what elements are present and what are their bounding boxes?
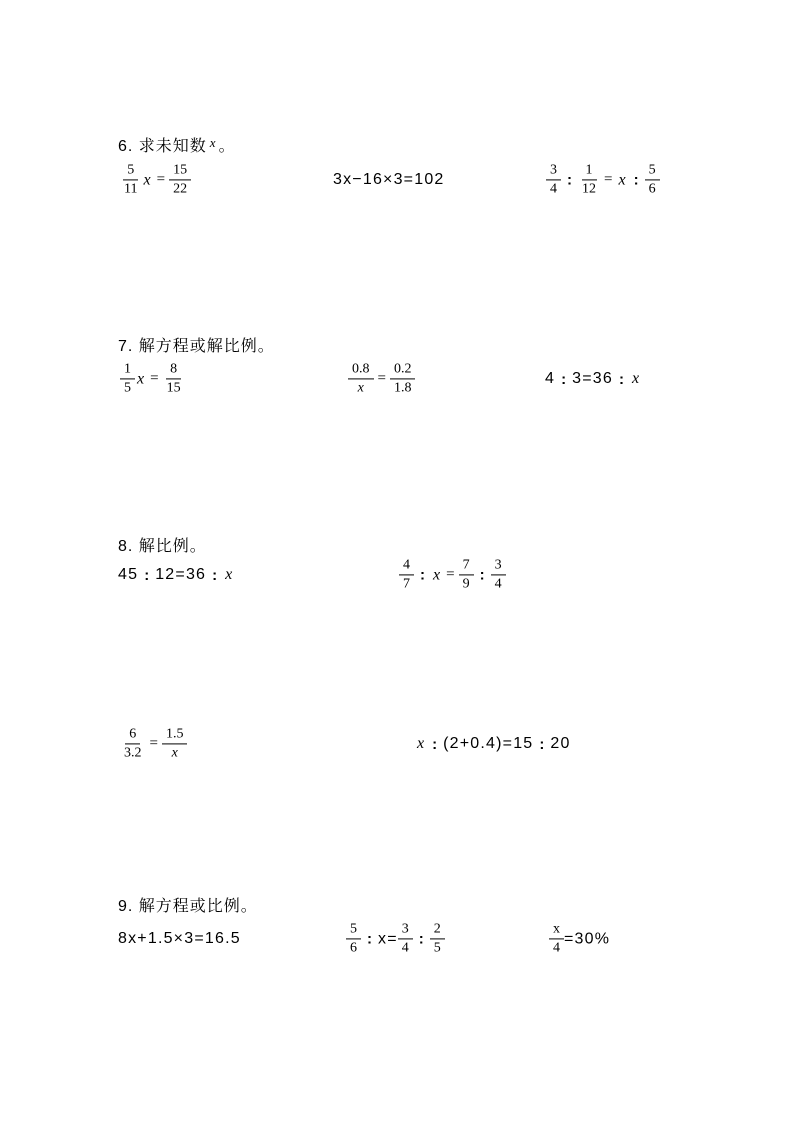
q6-eq3 <box>546 162 660 197</box>
fraction <box>398 921 413 956</box>
fraction-denominator: 9 <box>462 576 470 592</box>
q6-title <box>118 133 236 156</box>
text-run: = <box>446 566 455 583</box>
fraction-denominator: 7 <box>403 576 410 592</box>
q9-eq3 <box>549 921 610 956</box>
text-run: 4 <box>545 370 556 387</box>
fraction <box>120 361 135 396</box>
fraction-numerator: 4 <box>399 557 414 575</box>
fraction-denominator: 22 <box>173 181 188 197</box>
q7-eq1 <box>120 361 185 396</box>
fraction-denominator: 4 <box>550 181 557 197</box>
text-run: 20 <box>550 735 571 752</box>
fraction <box>346 921 361 956</box>
text-run: 6. 求未知数 <box>118 138 207 155</box>
q7-eq2 <box>348 361 415 396</box>
fraction-denominator: 11 <box>124 181 138 197</box>
text-run: : <box>539 735 545 753</box>
q8-eq1 <box>118 566 234 584</box>
fraction <box>399 557 414 592</box>
fraction-denominator: x <box>357 380 364 396</box>
text-run: : <box>479 566 485 584</box>
text-run: =30% <box>564 930 611 947</box>
fraction-numerator: 5 <box>123 162 138 180</box>
fraction <box>348 361 374 396</box>
fraction-numerator: 5 <box>346 921 361 939</box>
text-run: x <box>417 735 425 752</box>
text-run: (2+0.4) <box>443 735 503 752</box>
text-run: : <box>561 370 567 388</box>
text-run: x <box>143 171 151 188</box>
fraction-numerator: 2 <box>430 921 445 939</box>
fraction-numerator: 15 <box>169 162 191 180</box>
fraction-numerator: 1 <box>120 361 135 379</box>
q9-eq2 <box>346 921 445 956</box>
fraction-denominator: 1.8 <box>393 380 412 396</box>
fraction <box>546 162 561 197</box>
fraction <box>430 921 445 956</box>
text-run: 3=36 <box>572 370 613 387</box>
text-run: 9. 解方程或比例。 <box>118 898 258 915</box>
fraction-denominator: 12 <box>582 181 596 197</box>
fraction <box>120 726 146 761</box>
text-run: : <box>633 171 639 189</box>
fraction <box>459 557 474 592</box>
text-run: 45 <box>118 566 139 583</box>
fraction-denominator: 6 <box>648 181 656 197</box>
fraction <box>169 162 191 197</box>
q8-eq2 <box>399 557 506 592</box>
q8-title <box>118 533 207 556</box>
fraction <box>390 361 416 396</box>
text-run: : <box>567 171 572 189</box>
text-run: : <box>144 566 150 584</box>
text-run: x= <box>378 930 398 947</box>
q8-eq3 <box>120 726 187 761</box>
fraction <box>163 361 185 396</box>
fraction-denominator: 4 <box>494 576 502 592</box>
fraction-numerator: 0.2 <box>390 361 416 379</box>
text-run: 3x−16×3=102 <box>333 171 445 188</box>
fraction-denominator: 4 <box>401 940 409 956</box>
text-run: = <box>604 171 613 188</box>
fraction-numerator: 6 <box>125 726 140 744</box>
q8-eq4 <box>415 735 571 753</box>
q7-title <box>118 333 275 356</box>
text-run: 8. 解比例。 <box>118 538 207 555</box>
fraction-numerator: 1.5 <box>162 726 188 744</box>
fraction-denominator: 5 <box>433 940 441 956</box>
q7-eq3 <box>545 370 641 388</box>
text-run: x <box>631 370 640 387</box>
fraction-denominator: 15 <box>166 380 181 396</box>
text-run: x <box>433 566 441 583</box>
fraction <box>549 921 564 956</box>
fraction-denominator: 6 <box>350 940 357 956</box>
fraction <box>162 726 188 761</box>
fraction-denominator: x <box>171 745 178 761</box>
text-run: 。 <box>218 138 236 155</box>
text-run: : <box>420 566 425 584</box>
text-run: x <box>225 566 233 583</box>
text-run: 7. 解方程或解比例。 <box>118 338 275 355</box>
q6-eq1 <box>120 162 191 197</box>
fraction-denominator: 5 <box>124 380 131 396</box>
text-run: 12=36 <box>155 566 207 583</box>
fraction <box>645 162 660 197</box>
fraction <box>491 557 506 592</box>
text-run: = <box>150 370 159 387</box>
text-run: : <box>432 735 438 753</box>
text-run: x <box>618 171 626 188</box>
text-run: x <box>137 370 145 387</box>
fraction-numerator: x <box>549 921 564 939</box>
fraction-numerator: 5 <box>645 162 660 180</box>
text-run: x <box>209 134 216 150</box>
fraction-numerator: 7 <box>459 557 474 575</box>
text-run: : <box>618 370 624 388</box>
q6-eq2 <box>333 171 445 189</box>
fraction-numerator: 3 <box>491 557 506 575</box>
fraction-denominator: 3.2 <box>124 745 142 761</box>
q9-eq1 <box>118 930 241 948</box>
text-run: = <box>156 171 166 188</box>
fraction-numerator: 1 <box>582 162 597 180</box>
text-run: =15 <box>502 735 534 752</box>
fraction-denominator: 4 <box>553 940 560 956</box>
fraction-numerator: 8 <box>166 361 181 379</box>
fraction-numerator: 3 <box>398 921 413 939</box>
text-run: : <box>418 930 424 948</box>
text-run: = <box>149 735 158 752</box>
fraction-numerator: 3 <box>546 162 561 180</box>
fraction <box>578 162 600 197</box>
fraction-numerator: 0.8 <box>348 361 374 379</box>
text-run: : <box>212 566 218 584</box>
q9-title <box>118 893 258 916</box>
fraction <box>120 162 141 197</box>
text-run: = <box>377 370 386 387</box>
text-run: 8x+1.5×3=16.5 <box>118 930 241 947</box>
text-run: : <box>367 930 372 948</box>
